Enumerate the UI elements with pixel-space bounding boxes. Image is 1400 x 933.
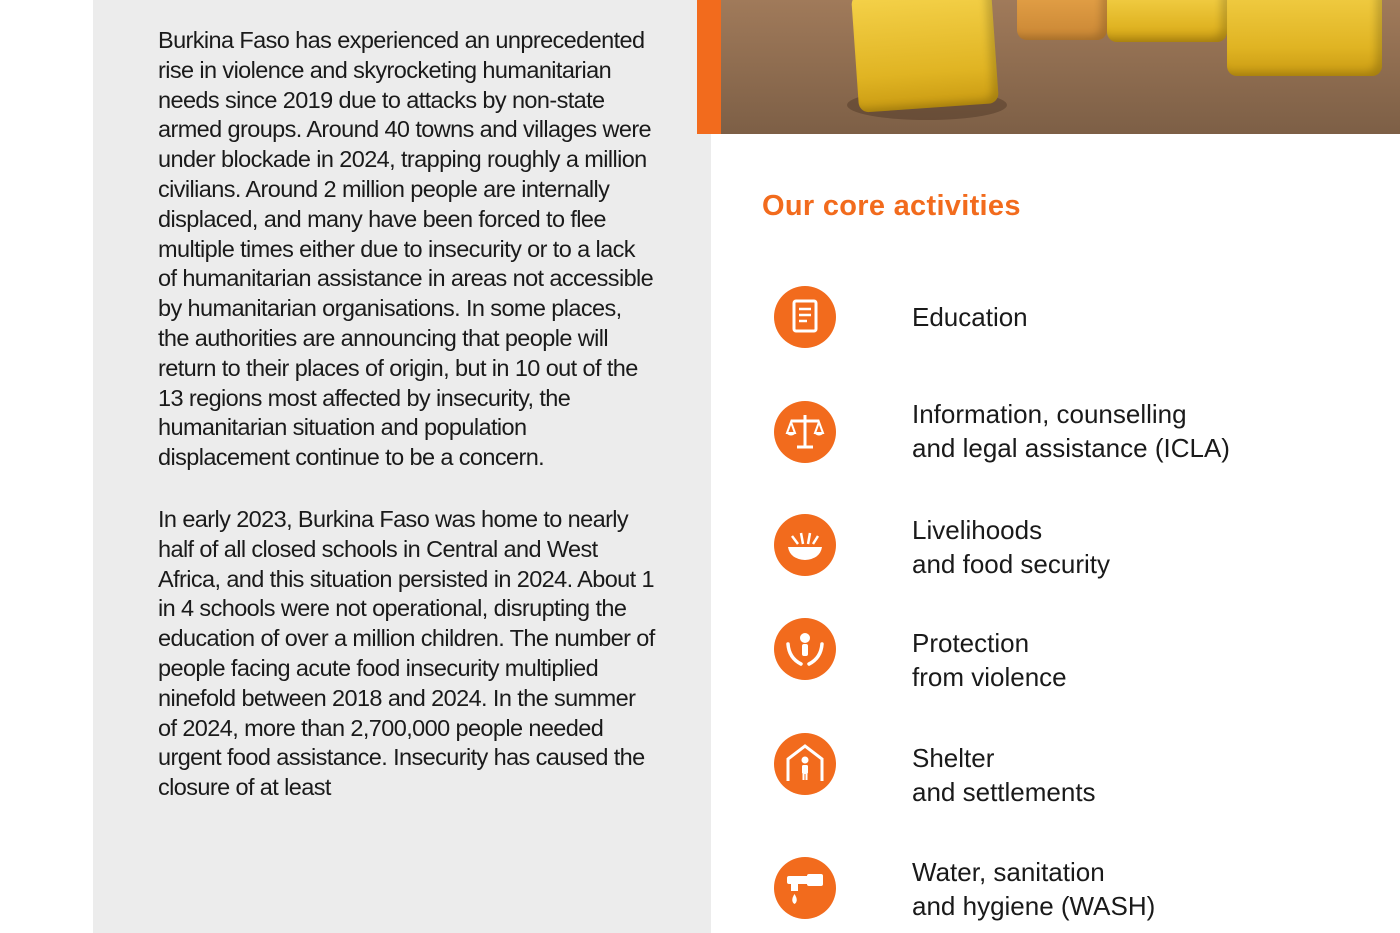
intro-text bbox=[158, 26, 658, 835]
activity-label: Information, counselling and legal assistance (ICLA) bbox=[912, 399, 1230, 463]
activity-label: Education bbox=[912, 302, 1028, 332]
activity-label: Water, sanitation and hygiene (WASH) bbox=[912, 857, 1156, 921]
core-activities-heading: Our core activities bbox=[762, 190, 1021, 222]
activity-label: Protection from violence bbox=[912, 628, 1067, 692]
jerrycan-shape bbox=[1017, 0, 1107, 40]
jerrycan-shape bbox=[1107, 0, 1227, 42]
scales-icon bbox=[774, 401, 836, 463]
shelter-icon bbox=[774, 733, 836, 795]
food-bowl-icon bbox=[774, 514, 836, 576]
intro-paragraph-1: Burkina Faso has experienced an unprecedented rise in violence and skyrocketing humanitarian needs since 2019 due to attacks by non-state armed groups. Around 40 towns and villages were under blockade in 2024, trapping roughly a million civilians. Around 2 million people are internally displaced, and many have been forced to flee multiple times either due to insecurity or to a lack of humanitarian assistance in areas not accessible by humanitarian organisations. In some places, the authorities are announcing that people will return to their places of origin, but in 10 out of the 13 regions most affected by insecurity, the humanitarian situation and population displacement continue to be a concern. bbox=[158, 27, 654, 471]
jerrycans-photo bbox=[697, 0, 1400, 134]
activity-label: Shelter and settlements bbox=[912, 743, 1096, 807]
protection-hands-icon bbox=[774, 618, 836, 680]
book-icon bbox=[774, 286, 836, 348]
activity-label: Livelihoods and food security bbox=[912, 515, 1111, 579]
jerrycan-shape bbox=[851, 0, 999, 113]
water-tap-icon bbox=[774, 857, 836, 919]
jerrycan-shape bbox=[1227, 0, 1382, 76]
photo-accent-bar bbox=[697, 0, 721, 134]
intro-paragraph-2: In early 2023, Burkina Faso was home to nearly half of all closed schools in Central and West Africa, and this situation persisted in 2024. About 1 in 4 schools were not operational, disrupting the education of over a million children. The number of people facing acute food insecurity multiplied ninefold between 2018 and 2024. In the summer of 2024, more than 2,700,000 people needed urgent food assistance. Insecurity has caused the closure of at least bbox=[158, 505, 655, 801]
